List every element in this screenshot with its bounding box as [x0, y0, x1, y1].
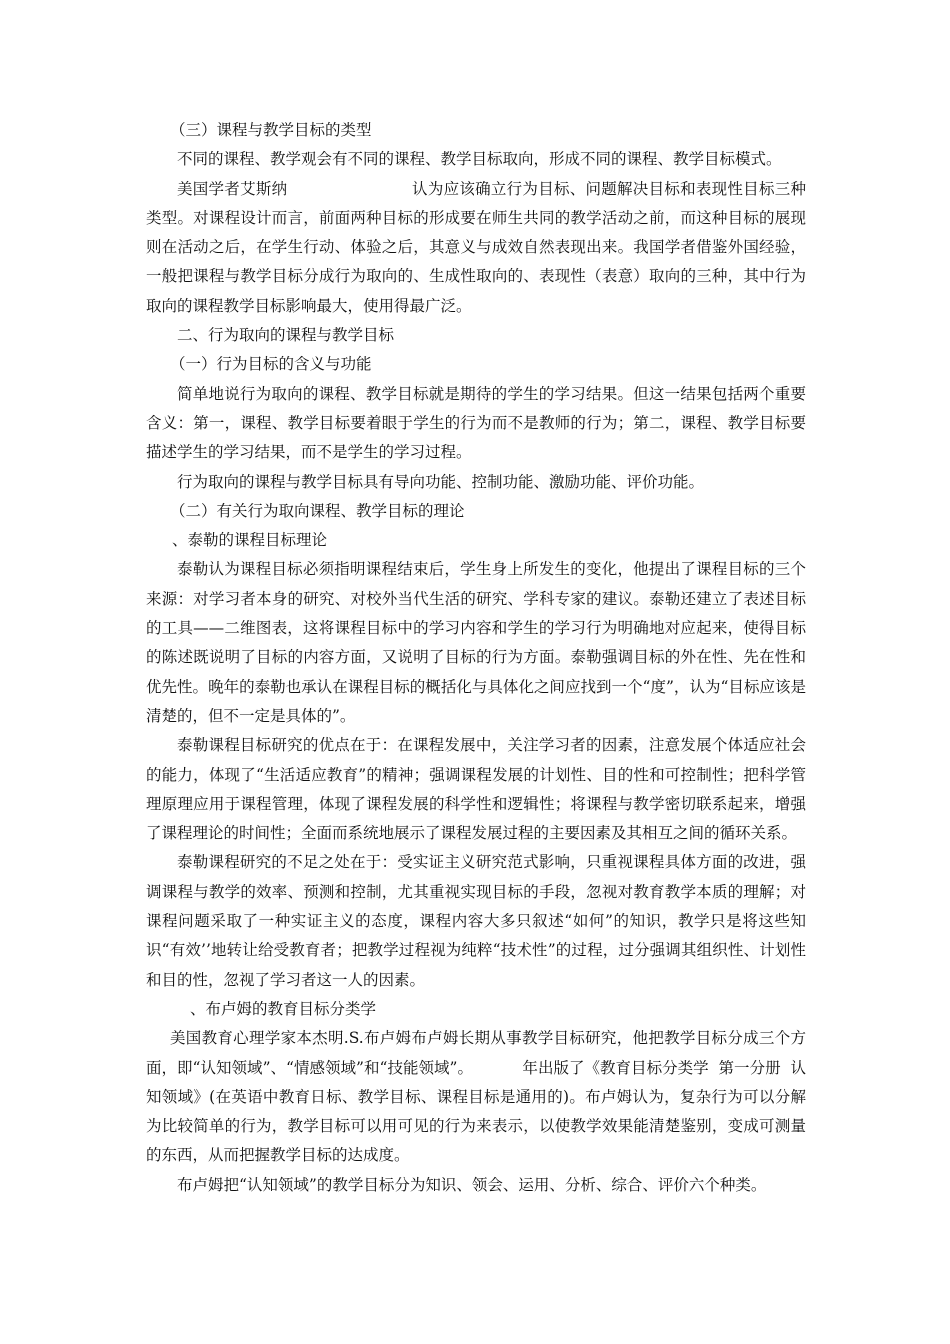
paragraph-tyler-weaknesses: 泰勒课程研究的不足之处在于：受实证主义研究范式影响，只重视课程具体方面的改进，强调课程与教学的效率、预测和控制，尤其重视实现目标的手段，忽视对教育教学本质的理解；对课程问题采取了一种实证主义的态度，课程内容大多只叙述“如何”的知识，教学只是将这些知识“有效’’地转让给受教育者；把教学过程视为纯粹“技术性”的过程，过分强调其组织性、计划性和目的性，忽视了学习者这一人的因素。 — [146, 853, 806, 989]
document-page — [146, 116, 806, 1200]
paragraph-tyler-theory: 泰勒认为课程目标必须指明课程结束后，学生身上所发生的变化，他提出了课程目标的三个来源：对学习者本身的研究、对校外当代生活的研究、学科专家的建议。泰勒还建立了表述目标的工具——二维图表，这将课程目标中的学习内容和学生的学习行为明确地对应起来，使得目标的陈述既说明了目标的内容方面，又说明了目标的行为方面。泰勒强调目标的外在性、先在性和优先性。晚年的泰勒也承认在课程目标的概括化与具体化之间应找到一个“度”，认为“目标应该是清楚的，但不一定是具体的”。 — [146, 560, 806, 725]
paragraph-tyler-strengths: 泰勒课程目标研究的优点在于：在课程发展中，关注学习者的因素，注意发展个体适应社会的能力，体现了“生活适应教育”的精神；强调课程发展的计划性、目的性和可控制性；把科学管理原理应用于课程管理，体现了课程发展的科学性和逻辑性；将课程与教学密切联系起来，增强了课程理论的时间性；全面而系统地展示了课程发展过程的主要因素及其相互之间的循环关系。 — [146, 736, 806, 843]
paragraph-orientations: 不同的课程、教学观会有不同的课程、教学目标取向，形成不同的课程、教学目标模式。 — [177, 150, 782, 169]
section-heading-types: （三）课程与教学目标的类型 — [170, 121, 372, 139]
subsection-heading-tyler: 、泰勒的课程目标理论 — [172, 531, 328, 550]
subsection-heading-meaning: （一）行为目标的含义与功能 — [170, 355, 372, 374]
paragraph-bloom-cognitive: 布卢姆把“认知领域”的教学目标分为知识、领会、运用、分析、综合、评价六个种类。 — [177, 1175, 767, 1194]
subsection-heading-bloom: 、布卢姆的教育目标分类学 — [190, 999, 377, 1018]
paragraph-bloom-taxonomy: 美国教育心理学家本杰明.S.布卢姆布卢姆长期从事教学目标研究，他把教学目标分成三个方面，即“认知领域”、“情感领域”和“技能领域”。 年出版了《教育目标分类学 第一分册 认知领域》(在英语中教育日标、教学目标、课程目标是通用的)。布卢姆认为，复杂行为可以分解为比较简单的行为，教学目标可以用可见的行为来表示，以使教学效果能清楚鉴别，变成可测量的东西，从而把握教学目标的达成度。 — [146, 1029, 806, 1165]
paragraph-meaning: 简单地说行为取向的课程、教学目标就是期待的学生的学习结果。但这一结果包括两个重要含义：第一，课程、教学目标要着眼于学生的行为而不是教师的行为；第二，课程、教学目标要描述学生的学习结果，而不是学生的学习过程。 — [146, 384, 806, 462]
subsection-heading-theories: （二）有关行为取向课程、教学目标的理论 — [170, 501, 465, 520]
paragraph-eisner: 美国学者艾斯纳 认为应该确立行为目标、问题解决目标和表现性目标三种类型。对课程设计而言，前面两种目标的形成要在师生共同的教学活动之前，而这种目标的展现则在活动之后，在学生行动、体验之后，其意义与成效自然表现出来。我国学者借鉴外国经验，一般把课程与教学目标分成行为取向的、生成性取向的、表现性（表意）取向的三种，其中行为取向的课程教学目标影响最大，使用得最广泛。 — [146, 179, 806, 315]
paragraph-functions: 行为取向的课程与教学目标具有导向功能、控制功能、激励功能、评价功能。 — [177, 472, 705, 491]
section-heading-behavioral: 二、行为取向的课程与教学目标 — [177, 326, 395, 345]
